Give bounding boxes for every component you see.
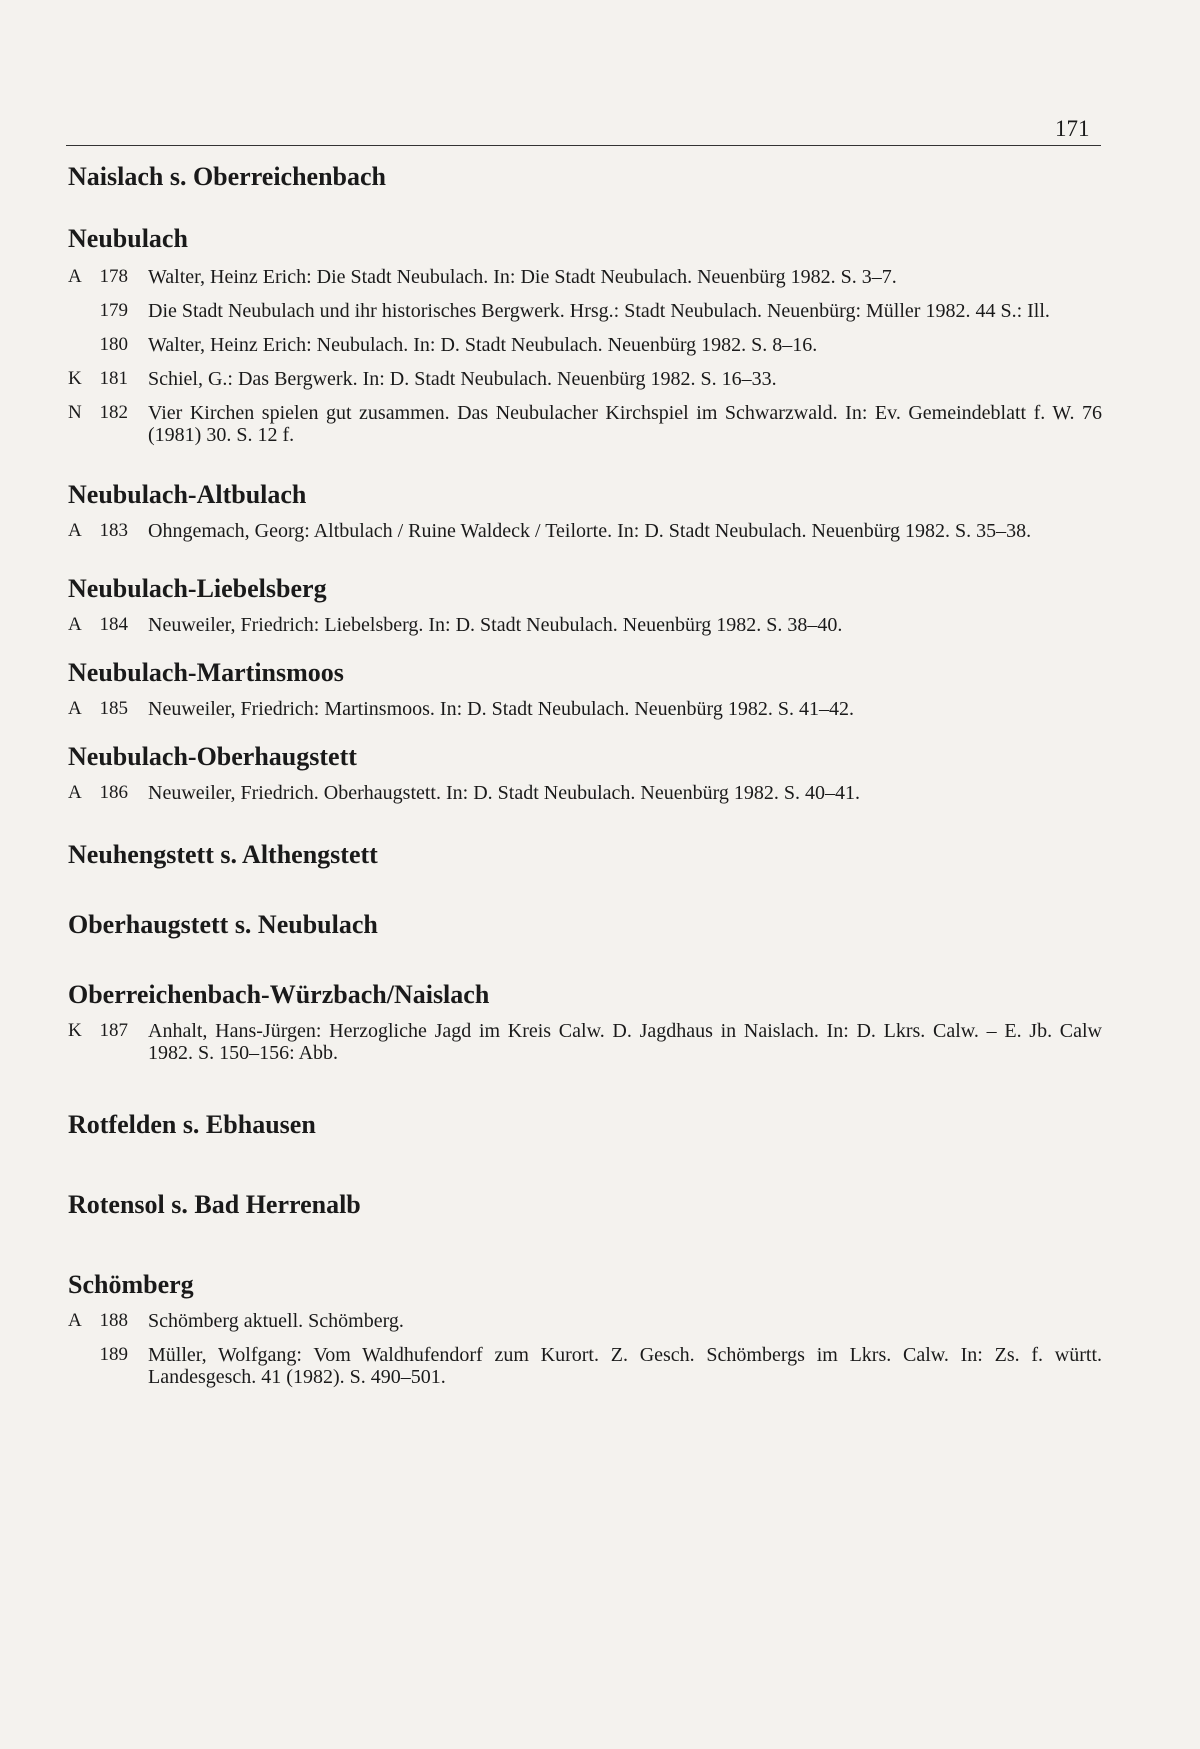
- entry-reference: [68, 782, 140, 804]
- entry-number: 179: [99, 300, 128, 321]
- bibliography-entry: [68, 1344, 1102, 1388]
- entry-mark: A: [68, 520, 82, 541]
- entry-reference: [68, 1310, 140, 1332]
- section-schoemberg: [68, 1268, 1102, 1388]
- entry-text: Vier Kirchen spielen gut zusammen. Das Neubulacher Kirchspiel im Schwarzwald. In: Ev. Gemeindeblatt f. W. 76 (1981) 30. S. 12 f.: [148, 402, 1102, 446]
- bibliography-entry: [68, 1310, 1102, 1332]
- bibliography-entry: [68, 698, 1102, 720]
- entry-text: Neuweiler, Friedrich: Liebelsberg. In: D. Stadt Neubulach. Neuenbürg 1982. S. 38–40.: [148, 614, 843, 636]
- header-rule: [66, 145, 1101, 146]
- section-heading: Oberhaugstett s. Neubulach: [68, 910, 378, 939]
- section-heading: Neubulach-Liebelsberg: [68, 574, 327, 603]
- entry-reference: [68, 698, 140, 720]
- entry-number: 189: [99, 1344, 128, 1365]
- entry-text: Neuweiler, Friedrich. Oberhaugstett. In: D. Stadt Neubulach. Neuenbürg 1982. S. 40–41.: [148, 782, 861, 804]
- entry-text: Neuweiler, Friedrich: Martinsmoos. In: D. Stadt Neubulach. Neuenbürg 1982. S. 41–42.: [148, 698, 854, 720]
- bibliography-entry: [68, 402, 1102, 446]
- bibliography-entry: [68, 782, 1102, 804]
- section-neuhengstett: [68, 838, 1102, 872]
- entry-text: Anhalt, Hans-Jürgen: Herzogliche Jagd im Kreis Calw. D. Jagdhaus in Naislach. In: D. Lkrs. Calw. – E. Jb. Calw 1982. S. 150–156: Abb.: [148, 1020, 1102, 1064]
- section-heading: Naislach s. Oberreichenbach: [68, 162, 387, 191]
- entry-reference: [68, 266, 140, 288]
- section-neubulach-altbulach: [68, 478, 1102, 542]
- section-heading: Neubulach-Oberhaugstett: [68, 742, 357, 771]
- entry-reference: [68, 334, 140, 356]
- entry-mark: A: [68, 698, 82, 719]
- entry-mark: K: [68, 1020, 82, 1041]
- entry-mark: K: [68, 368, 82, 389]
- entry-mark: A: [68, 782, 82, 803]
- section-heading: Neubulach-Altbulach: [68, 480, 307, 509]
- section-heading: Neuhengstett s. Althengstett: [68, 840, 378, 869]
- section-oberhaugstett: [68, 908, 1102, 942]
- section-naislach: [68, 160, 1102, 194]
- section-rotensol: [68, 1188, 1102, 1222]
- bibliography-content: [68, 160, 1102, 1388]
- entry-reference: [68, 1020, 140, 1064]
- section-neubulach-martinsmoos: [68, 656, 1102, 720]
- entry-mark: A: [68, 1310, 82, 1331]
- entry-number: 178: [99, 266, 128, 287]
- entry-text: Müller, Wolfgang: Vom Waldhufendorf zum Kurort. Z. Gesch. Schömbergs im Lkrs. Calw. In: Zs. f. württ. Landesgesch. 41 (1982). S. 490–501.: [148, 1344, 1102, 1388]
- entry-reference: [68, 614, 140, 636]
- entry-number: 183: [99, 520, 128, 541]
- section-oberreichenbach-wuerzbach-naislach: [68, 978, 1102, 1064]
- bibliography-entry: [68, 614, 1102, 636]
- section-heading: Schömberg: [68, 1270, 194, 1299]
- entry-text: Schömberg aktuell. Schömberg.: [148, 1310, 404, 1332]
- section-heading: Rotensol s. Bad Herrenalb: [68, 1190, 361, 1219]
- entry-text: Ohngemach, Georg: Altbulach / Ruine Waldeck / Teilorte. In: D. Stadt Neubulach. Neuenbürg 1982. S. 35–38.: [148, 520, 1032, 542]
- entry-number: 187: [99, 1020, 128, 1041]
- entry-number: 184: [99, 614, 128, 635]
- entry-text: Walter, Heinz Erich: Neubulach. In: D. Stadt Neubulach. Neuenbürg 1982. S. 8–16.: [148, 334, 818, 356]
- entry-reference: [68, 520, 140, 542]
- section-heading: Oberreichenbach-Würzbach/Naislach: [68, 980, 490, 1009]
- section-rotfelden: [68, 1108, 1102, 1142]
- entry-reference: [68, 402, 140, 446]
- section-neubulach: [68, 222, 1102, 446]
- section-heading: Rotfelden s. Ebhausen: [68, 1110, 316, 1139]
- page-number: 171: [1055, 116, 1090, 141]
- bibliography-entry: [68, 300, 1102, 322]
- entry-reference: [68, 368, 140, 390]
- entry-number: 180: [99, 334, 128, 355]
- entry-reference: [68, 1344, 140, 1388]
- bibliography-entry: [68, 368, 1102, 390]
- section-heading: Neubulach-Martinsmoos: [68, 658, 344, 687]
- entry-number: 181: [99, 368, 128, 389]
- entry-number: 186: [99, 782, 128, 803]
- entry-text: Schiel, G.: Das Bergwerk. In: D. Stadt Neubulach. Neuenbürg 1982. S. 16–33.: [148, 368, 777, 390]
- bibliography-entry: [68, 1020, 1102, 1064]
- section-heading: Neubulach: [68, 224, 188, 253]
- bibliography-entry: [68, 266, 1102, 288]
- entry-reference: [68, 300, 140, 322]
- bibliography-entry: [68, 334, 1102, 356]
- entry-number: 182: [99, 402, 128, 423]
- section-neubulach-liebelsberg: [68, 572, 1102, 636]
- bibliography-entry: [68, 520, 1102, 542]
- entry-text: Die Stadt Neubulach und ihr historisches Bergwerk. Hrsg.: Stadt Neubulach. Neuenbürg: Müller 1982. 44 S.: Ill.: [148, 300, 1050, 322]
- entry-mark: N: [68, 402, 82, 423]
- entry-text: Walter, Heinz Erich: Die Stadt Neubulach. In: Die Stadt Neubulach. Neuenbürg 1982. S. 3–7.: [148, 266, 897, 288]
- entry-number: 185: [99, 698, 128, 719]
- entry-number: 188: [99, 1310, 128, 1331]
- entry-mark: A: [68, 614, 82, 635]
- entry-mark: A: [68, 266, 82, 287]
- section-neubulach-oberhaugstett: [68, 740, 1102, 804]
